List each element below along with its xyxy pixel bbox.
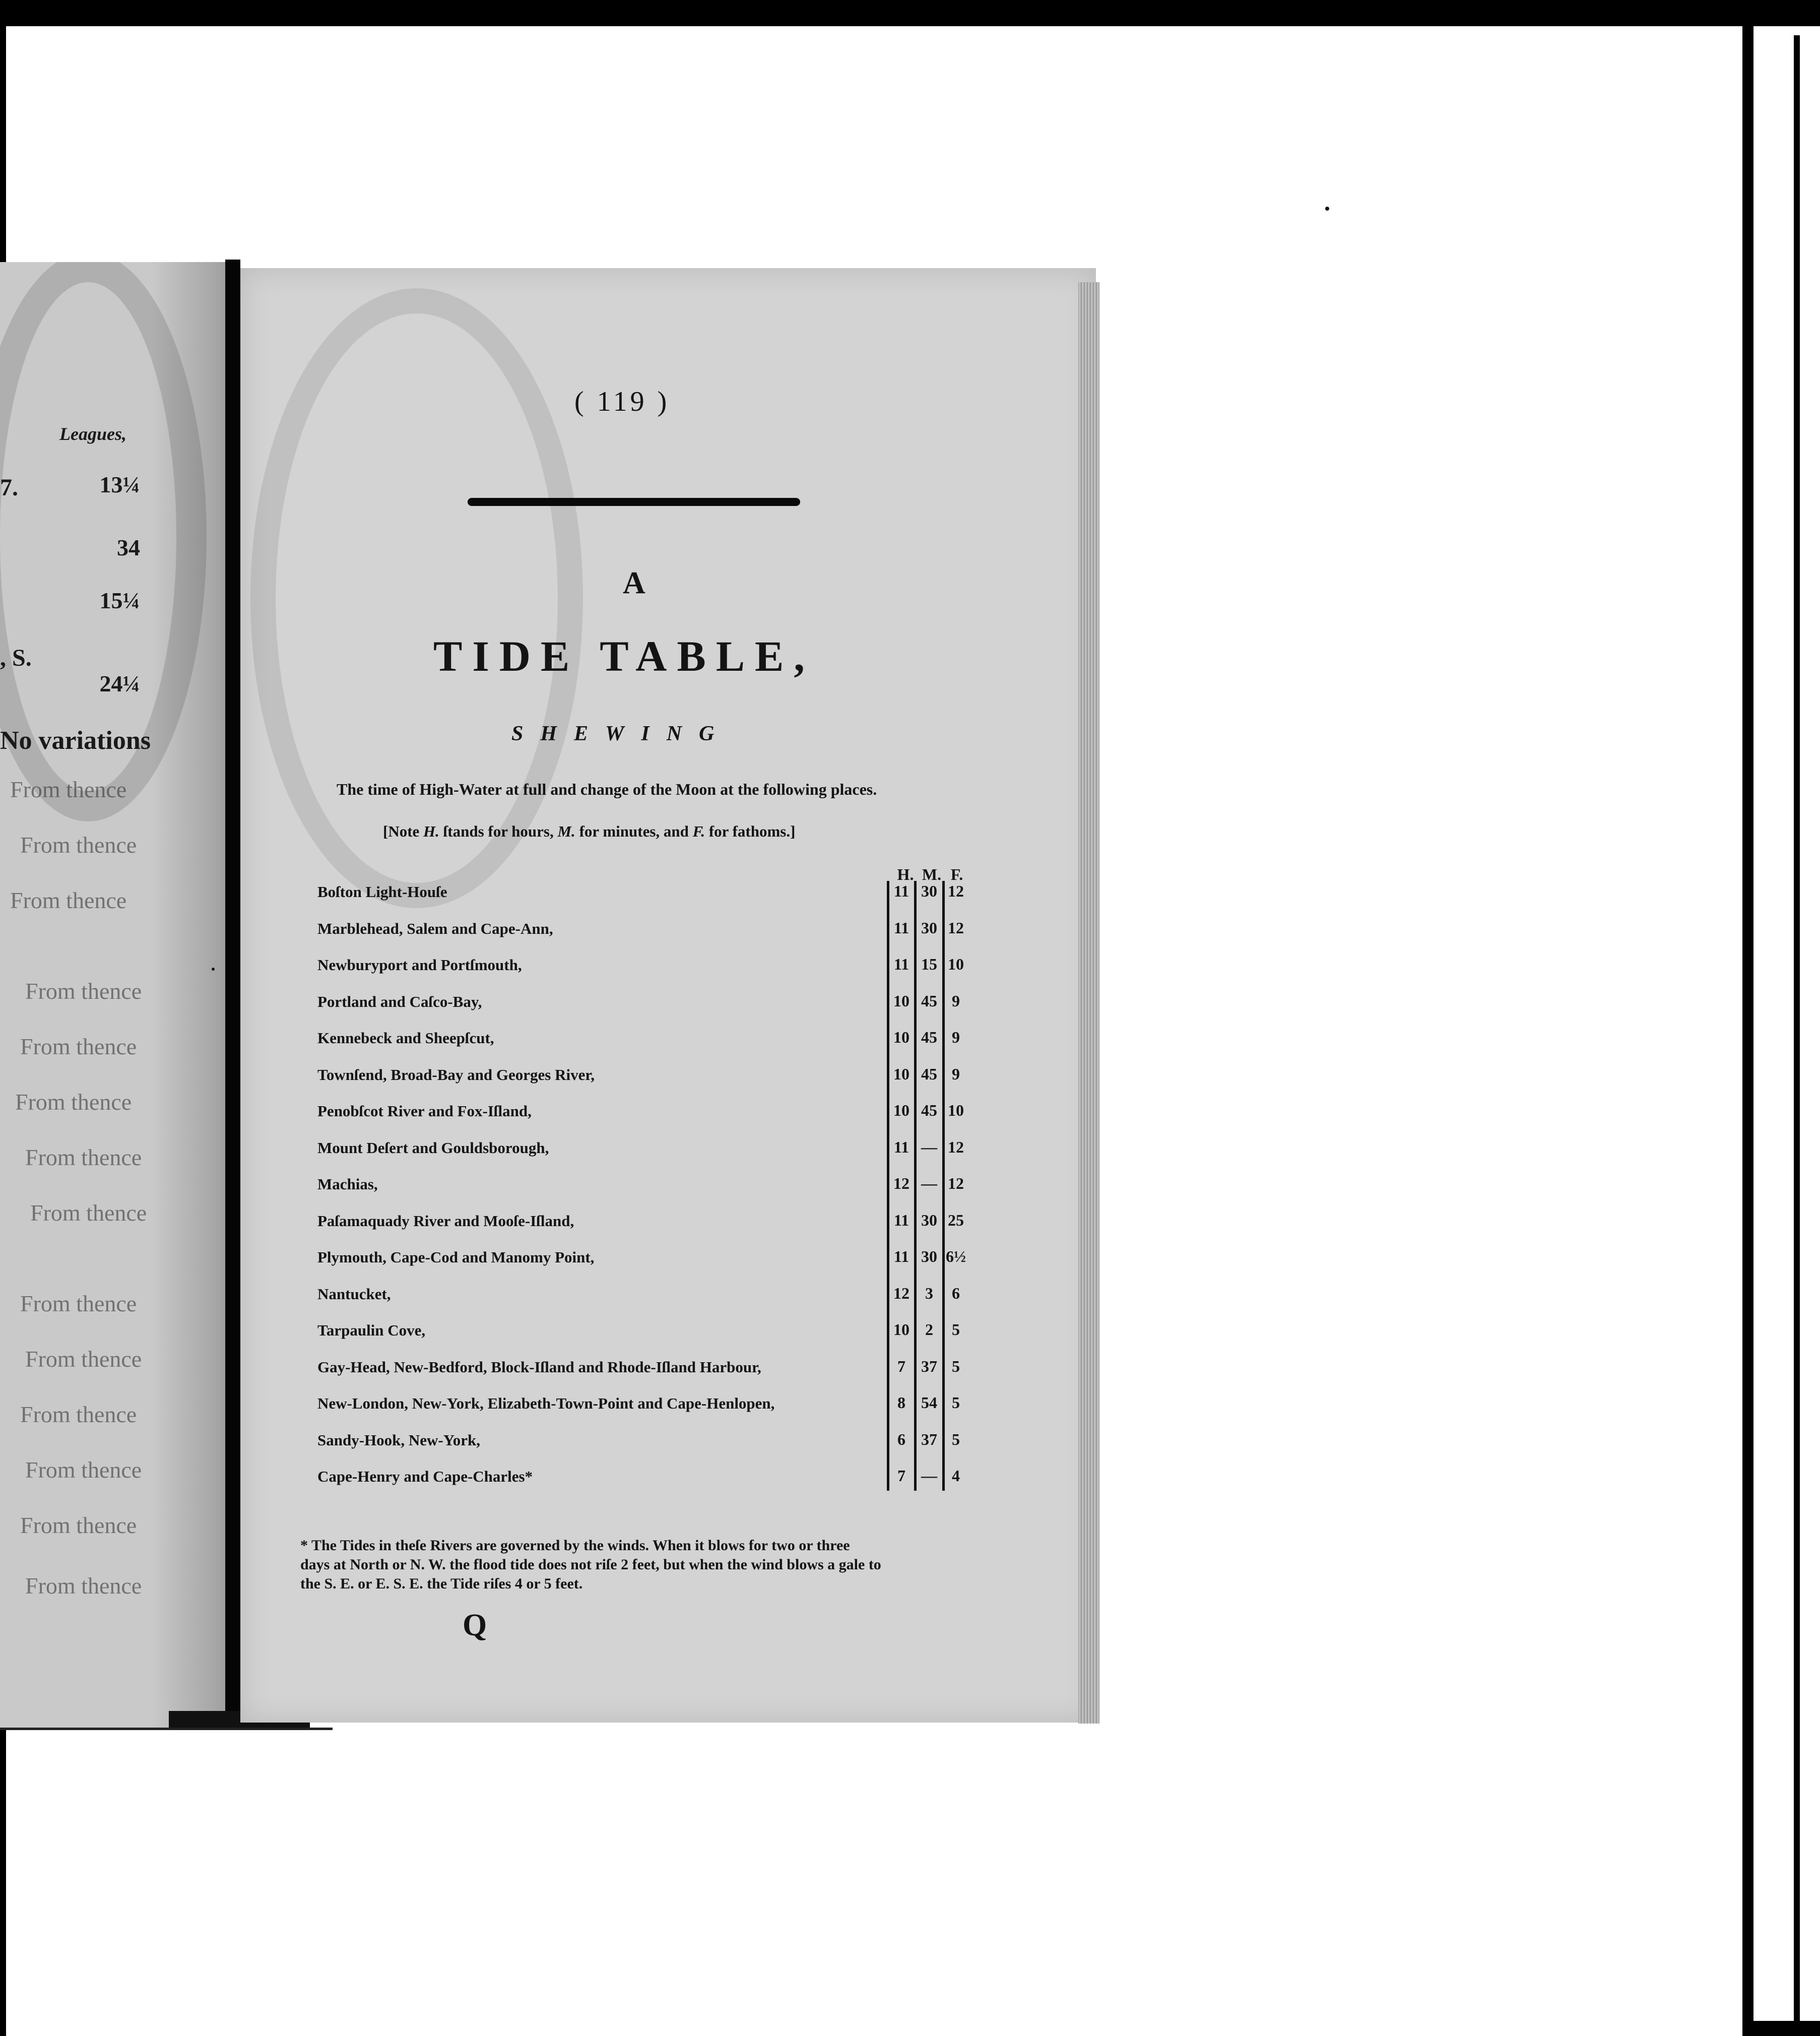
table-cell-minutes: — [921, 1174, 937, 1192]
note-m-text: for minutes, and [575, 822, 693, 840]
page-edges [1078, 282, 1099, 1724]
leagues-header: Leagues, [59, 424, 126, 444]
subtitle: The time of High-Water at full and change of the Moon at the following places. [337, 780, 877, 798]
header-hours: H. [897, 865, 914, 883]
table-cell-fathoms: 5 [952, 1357, 960, 1375]
table-cell-minutes: 54 [921, 1393, 937, 1412]
table-cell-hours: 11 [893, 882, 909, 900]
table-cell-minutes: 37 [921, 1430, 937, 1448]
table-cell-minutes: 3 [925, 1284, 933, 1302]
table-cell-minutes: 30 [921, 1247, 937, 1265]
table-cell-minutes: — [921, 1467, 937, 1485]
dust-speck [212, 968, 215, 971]
table-cell-minutes: 37 [921, 1357, 937, 1375]
table-cell-fathoms: 12 [948, 1174, 964, 1192]
table-cell-minutes: 30 [921, 1211, 937, 1229]
table-row-place: Gay-Head, New-Bedford, Block-Iſland and Rhode-Iſland Harbour, [317, 1358, 761, 1376]
table-cell-hours: 11 [893, 1211, 909, 1229]
table-row-place: Nantucket, [317, 1285, 391, 1303]
note-f-text: for fathoms.] [705, 822, 796, 840]
left-text-fragment: , S. [0, 645, 32, 671]
table-cell-fathoms: 9 [952, 1028, 960, 1046]
table-row-place: Tarpaulin Cove, [317, 1321, 426, 1339]
faded-line: From thence [10, 887, 127, 913]
table-cell-minutes: — [921, 1138, 937, 1156]
table-cell-fathoms: 6 [952, 1284, 960, 1302]
table-cell-fathoms: 5 [952, 1320, 960, 1339]
table-cell-hours: 10 [893, 992, 909, 1010]
table-cell-hours: 11 [893, 1138, 909, 1156]
footnote-line: days at North or N. W. the flood tide does not riſe 2 feet, but when the wind blows a gale to [300, 1556, 881, 1573]
table-row-place: New-London, New-York, Elizabeth-Town-Point and Cape-Henlopen, [317, 1394, 775, 1412]
table-row-place: Sandy-Hook, New-York, [317, 1431, 480, 1449]
faded-line: From thence [20, 1402, 137, 1427]
page-stain [250, 288, 583, 908]
page-bottom-edge [0, 1728, 333, 1730]
table-cell-hours: 7 [897, 1467, 905, 1485]
table-cell-minutes: 45 [921, 1065, 937, 1083]
table-row-place: Marblehead, Salem and Cape-Ann, [317, 920, 553, 937]
table-cell-fathoms: 10 [948, 955, 964, 973]
faded-line: From thence [15, 1089, 132, 1115]
faded-line: From thence [30, 1200, 147, 1226]
table-cell-hours: 8 [897, 1393, 905, 1412]
table-cell-hours: 10 [893, 1028, 909, 1046]
page-title: TIDE TABLE, [433, 632, 815, 680]
table-cell-fathoms: 5 [952, 1393, 960, 1412]
header-minutes: M. [922, 865, 942, 883]
table-cell-hours: 12 [893, 1174, 909, 1192]
signature-mark: Q [463, 1608, 487, 1642]
note-h: H. [423, 822, 439, 840]
gutter-shadow [151, 262, 232, 1729]
faded-line: From thence [20, 832, 137, 858]
table-row-place: Paſamaquady River and Mooſe-Iſland, [317, 1212, 574, 1230]
table-row-place: Machias, [317, 1175, 378, 1193]
note-f: F. [692, 822, 705, 840]
faded-line: From thence [10, 777, 127, 802]
table-cell-hours: 10 [893, 1320, 909, 1339]
table-row-place: Portland and Caſco-Bay, [317, 993, 482, 1010]
table-cell-hours: 6 [897, 1430, 905, 1448]
table-row-place: Mount Deſert and Gouldsborough, [317, 1139, 549, 1157]
faded-line: From thence [20, 1034, 137, 1059]
table-cell-minutes: 45 [921, 1101, 937, 1119]
note-open: [Note [383, 822, 424, 840]
table-cell-fathoms: 12 [948, 1138, 964, 1156]
faded-line: From thence [25, 1144, 142, 1170]
table-cell-fathoms: 25 [948, 1211, 964, 1229]
note-h-text: ſtands for hours, [439, 822, 558, 840]
table-row-place: Townſend, Broad-Bay and Georges River, [317, 1066, 595, 1084]
decorative-rule [468, 498, 800, 506]
heading-article: A [623, 566, 645, 600]
page-number: ( 119 ) [574, 386, 670, 417]
shewing-line: SHEWING [511, 722, 732, 745]
table-cell-hours: 12 [893, 1284, 909, 1302]
table-row-place: Kennebeck and Sheepſcut, [317, 1029, 494, 1047]
table-cell-fathoms: 4 [952, 1467, 960, 1485]
faded-line: From thence [25, 1573, 142, 1599]
table-cell-fathoms: 5 [952, 1430, 960, 1448]
note-line [383, 822, 795, 841]
footnote-line: the S. E. or E. S. E. the Tide riſes 4 or 5 feet. [300, 1575, 583, 1592]
table-cell-minutes: 30 [921, 919, 937, 937]
table-cell-minutes: 30 [921, 882, 937, 900]
left-text-fragment: 7. [0, 474, 18, 501]
faded-line: From thence [25, 1346, 142, 1372]
scanner-frame-top [0, 0, 1820, 26]
table-row-place: Boſton Light-Houſe [317, 883, 447, 901]
league-value: 13¼ [99, 472, 140, 497]
league-value: 34 [117, 535, 140, 560]
faded-line: From thence [25, 1457, 142, 1483]
note-m: M. [557, 822, 575, 840]
table-cell-fathoms: 9 [952, 992, 960, 1010]
scanner-frame-right-outer [1794, 35, 1800, 2036]
scanner-frame-right [1742, 25, 1753, 2036]
table-cell-hours: 10 [893, 1101, 909, 1119]
table-row-place: Cape-Henry and Cape-Charles* [317, 1468, 533, 1485]
table-row-place: Penobſcot River and Fox-Iſland, [317, 1102, 532, 1120]
faded-line: From thence [25, 978, 142, 1004]
column-headers [893, 865, 968, 884]
footnote [300, 1536, 881, 1594]
table-cell-minutes: 45 [921, 992, 937, 1010]
table-cell-hours: 10 [893, 1065, 909, 1083]
table-cell-minutes: 15 [921, 955, 937, 973]
header-fathoms: F. [950, 865, 963, 883]
faded-line: From thence [20, 1291, 137, 1316]
faded-line: From thence [20, 1512, 137, 1538]
league-value: 15¼ [99, 588, 140, 613]
book-gutter [225, 260, 240, 1730]
table-cell-fathoms: 9 [952, 1065, 960, 1083]
table-cell-fathoms: 12 [948, 882, 964, 900]
table-cell-hours: 11 [893, 919, 909, 937]
table-cell-fathoms: 10 [948, 1101, 964, 1119]
table-cell-hours: 11 [893, 955, 909, 973]
scanner-frame-bottom [1742, 2021, 1820, 2036]
table-cell-minutes: 45 [921, 1028, 937, 1046]
table-cell-minutes: 2 [925, 1320, 933, 1339]
table-cell-hours: 7 [897, 1357, 905, 1375]
footnote-line: * The Tides in theſe Rivers are governed by the winds. When it blows for two or three [300, 1537, 850, 1554]
dust-speck [1325, 207, 1329, 211]
table-cell-hours: 11 [893, 1247, 909, 1265]
table-row-place: Plymouth, Cape-Cod and Manomy Point, [317, 1248, 595, 1266]
league-value: 24¼ [99, 671, 140, 696]
no-variations-line: No variations [0, 726, 151, 755]
left-facing-page [0, 262, 232, 1729]
table-cell-fathoms: 6½ [946, 1247, 966, 1265]
table-cell-fathoms: 12 [948, 919, 964, 937]
table-row-place: Newburyport and Portſmouth, [317, 956, 522, 974]
